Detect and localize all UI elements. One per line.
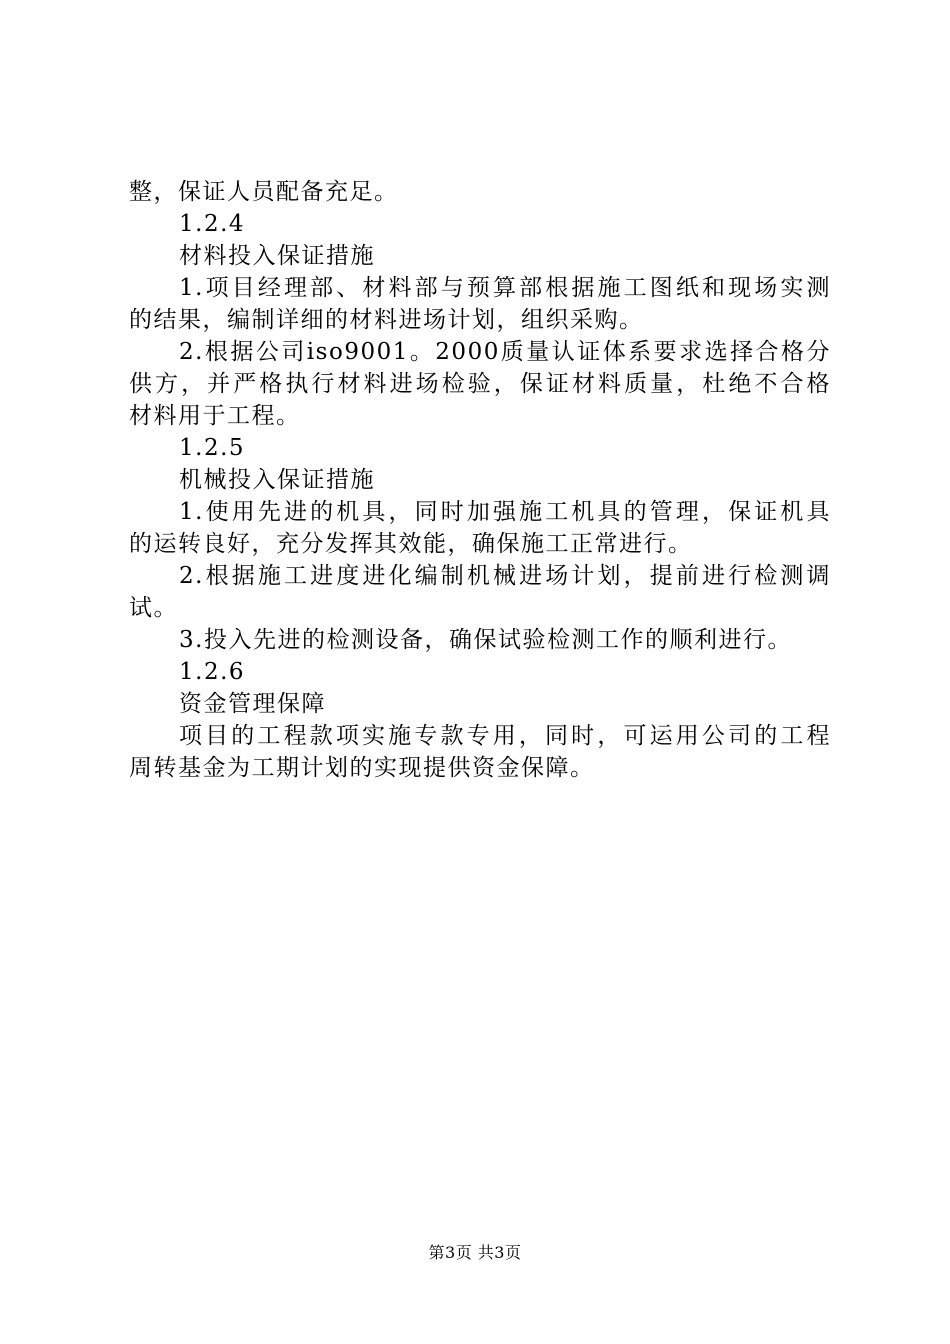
section-number: 1.2.6 [179, 659, 246, 685]
text-line: 1.使用先进的机具，同时加强施工机具的管理，保证机具 [179, 499, 831, 525]
page-footer [0, 1243, 950, 1263]
text-line: 试。 [129, 595, 178, 621]
section-heading: 机械投入保证措施 [179, 467, 375, 493]
section-number: 1.2.5 [179, 435, 246, 461]
text-line: 供方，并严格执行材料进场检验，保证材料质量，杜绝不合格 [129, 371, 831, 397]
text-line: 1.项目经理部、材料部与预算部根据施工图纸和现场实测 [179, 275, 831, 301]
text-line: 项目的工程款项实施专款专用，同时，可运用公司的工程 [179, 723, 831, 749]
text-line: 的结果，编制详细的材料进场计划，组织采购。 [129, 307, 644, 333]
section-number: 1.2.4 [179, 211, 246, 237]
text-line: 材料用于工程。 [129, 403, 301, 429]
text-line: 的运转良好，充分发挥其效能，确保施工正常进行。 [129, 531, 693, 557]
document-body [129, 176, 831, 784]
text-line: 周转基金为工期计划的实现提供资金保障。 [129, 755, 595, 781]
text-line: 2.根据公司iso9001。2000质量认证体系要求选择合格分 [179, 339, 831, 365]
section-heading: 资金管理保障 [179, 691, 326, 717]
page-number-label: 第3页 共3页 [428, 1243, 522, 1262]
text-line: 2.根据施工进度进化编制机械进场计划，提前进行检测调 [179, 563, 831, 589]
text-line: 3.投入先进的检测设备，确保试验检测工作的顺利进行。 [179, 627, 792, 653]
text-line: 整，保证人员配备充足。 [129, 179, 399, 205]
section-heading: 材料投入保证措施 [179, 243, 375, 269]
